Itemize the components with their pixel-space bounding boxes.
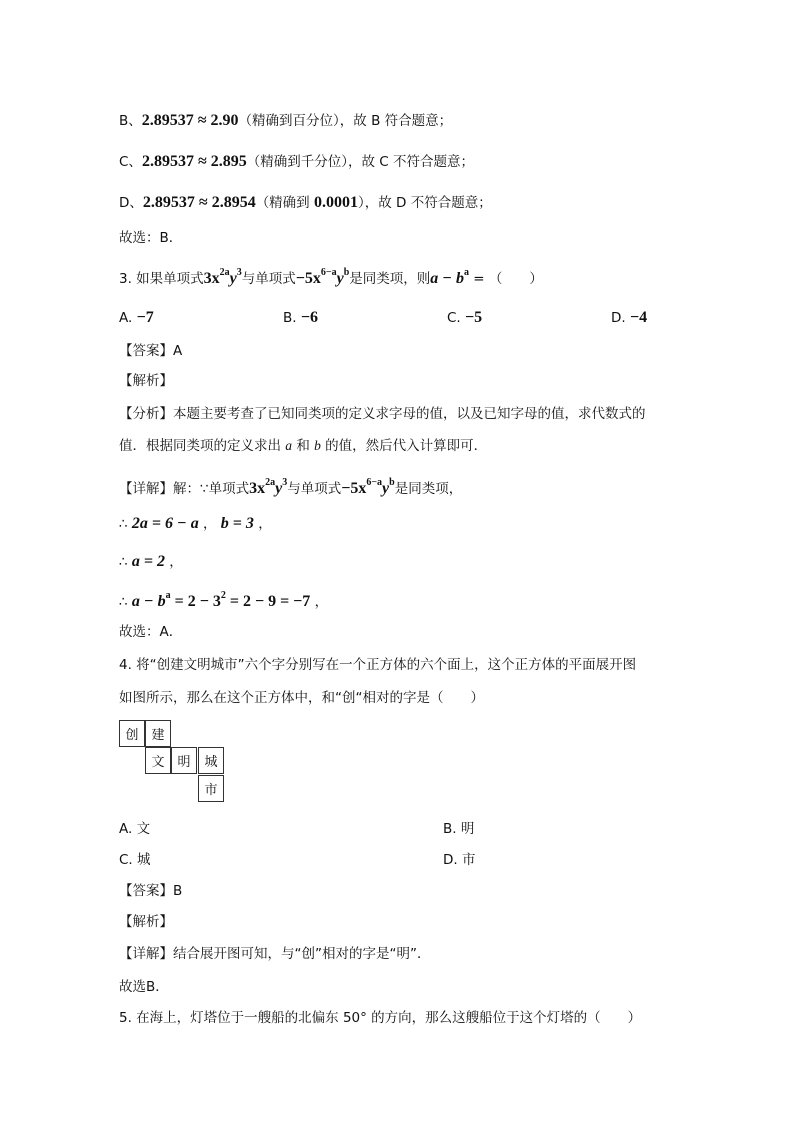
text-run: 是同类项，则 <box>349 271 431 287</box>
answer-option <box>119 819 443 839</box>
text-line <box>119 944 430 964</box>
text-run: （精确到百分位），故 B 符合题意； <box>238 113 453 129</box>
text-run: ， <box>310 594 329 610</box>
text-run: 是同类项， <box>394 481 463 497</box>
math-run: 2 <box>220 590 226 601</box>
text-run: B、 <box>119 113 142 129</box>
text-line <box>119 622 182 642</box>
text-run: ， <box>165 554 183 570</box>
math-run: a <box>463 267 469 278</box>
text-line <box>119 404 646 424</box>
text-line <box>119 436 487 456</box>
text-run: 【详解】结合展开图可知，与“创”相对的字是“明”． <box>119 946 431 962</box>
text-run: 与单项式 <box>287 481 342 497</box>
math-run: 6−a <box>320 267 337 278</box>
math-run: = 2 − 9 = −7 <box>225 593 311 610</box>
text-run: D. <box>611 310 630 326</box>
text-run: B. 明 <box>443 821 475 837</box>
math-run: a <box>165 590 171 601</box>
text-run: 故选：B． <box>119 230 183 246</box>
math-run: 3 <box>282 477 288 488</box>
text-run: ， <box>198 516 221 532</box>
text-run: 【解析】 <box>119 914 173 930</box>
text-run: 如图所示，那么在这个正方体中，和“创“相对的字是（ ） <box>119 690 484 706</box>
math-run: 0.0001 <box>313 194 358 211</box>
math-run: a − b <box>430 270 464 287</box>
answer-option <box>447 308 611 328</box>
text-line <box>119 586 328 612</box>
net-cell: 文 <box>145 747 171 774</box>
text-run: 【答案】B <box>119 883 183 899</box>
options-row <box>119 308 775 328</box>
net-cell: 城 <box>198 747 224 774</box>
math-run: b = 3 <box>220 515 254 532</box>
text-run: 值．根据同类项的定义求出 <box>119 438 286 454</box>
text-line <box>119 552 183 572</box>
text-run: ， <box>253 516 272 532</box>
text-run: = （ ） <box>468 271 543 287</box>
text-run: ∴ <box>119 594 132 610</box>
text-line <box>119 228 182 248</box>
text-line <box>119 912 173 932</box>
math-run: −7 <box>136 309 154 326</box>
math-run: a <box>285 438 293 453</box>
options-row <box>119 850 767 870</box>
text-line <box>119 977 169 997</box>
text-line <box>119 371 173 391</box>
text-run: 故选B． <box>119 979 169 995</box>
text-run: 4. 将“创建文明城市”六个字分别写在一个正方体的六个面上，这个正方体的平面展开图 <box>119 657 637 673</box>
math-run: b <box>389 477 395 488</box>
math-run: −5x <box>295 270 321 287</box>
math-run: 2.89537 ≈ 2.895 <box>141 153 247 170</box>
text-run: 5. 在海上，灯塔位于一艘船的北偏东 50° 的方向，那么这艘船位于这个灯塔的（ ） <box>119 1010 642 1026</box>
text-run: A. <box>119 310 137 326</box>
math-run: 2.89537 ≈ 2.8954 <box>142 194 256 211</box>
text-run: 和 <box>292 438 315 454</box>
text-line <box>119 473 462 499</box>
math-run: −6 <box>300 309 318 326</box>
text-line <box>119 688 484 708</box>
math-run: 6−a <box>366 477 383 488</box>
math-run: a − b <box>131 593 166 610</box>
answer-option <box>283 308 447 328</box>
math-run: 2a <box>265 477 276 488</box>
text-run: A. 文 <box>119 821 151 837</box>
math-run: y <box>382 480 390 497</box>
answer-option <box>443 819 767 839</box>
text-run: （精确到 <box>255 195 314 211</box>
math-run: 3x <box>203 270 220 287</box>
text-run: 【解析】 <box>119 373 173 389</box>
text-run: D、 <box>119 195 143 211</box>
text-line <box>119 152 474 172</box>
text-line <box>119 341 182 361</box>
text-line <box>119 655 636 675</box>
text-line <box>119 1008 641 1028</box>
answer-option <box>443 850 767 870</box>
math-run: 2a <box>219 267 230 278</box>
math-run: y <box>229 270 237 287</box>
math-run: −5 <box>465 309 483 326</box>
text-run: B. <box>283 310 301 326</box>
text-run: C. 城 <box>119 852 151 868</box>
answer-option <box>611 308 775 328</box>
text-run: ∴ <box>119 516 132 532</box>
math-run: b <box>343 267 350 278</box>
text-line <box>119 263 543 289</box>
text-line <box>119 881 182 901</box>
text-run: ∴ <box>119 554 132 570</box>
text-run: 的值，然后代入计算即可． <box>320 438 488 454</box>
math-run: 3 <box>236 267 242 278</box>
answer-option <box>119 850 443 870</box>
text-run: D. 市 <box>443 852 476 868</box>
math-run: −4 <box>629 309 648 326</box>
text-run: 3. 如果单项式 <box>119 271 204 287</box>
text-line <box>119 193 492 213</box>
math-run: 3x <box>249 480 266 497</box>
net-cell: 市 <box>198 775 224 802</box>
text-run: 与单项式 <box>241 271 296 287</box>
math-run: = 2 − 3 <box>170 593 221 610</box>
net-cell: 明 <box>171 747 197 774</box>
math-run: 2.89537 ≈ 2.90 <box>141 112 239 129</box>
math-run: −5x <box>341 480 367 497</box>
math-run: b <box>314 438 321 453</box>
text-run: 故选：A． <box>119 624 183 640</box>
text-line <box>119 514 272 534</box>
text-run: ），故 D 不符合题意； <box>357 195 492 211</box>
answer-option <box>119 308 283 328</box>
text-run: C、 <box>119 154 142 170</box>
cube-net-diagram <box>119 720 229 805</box>
text-run: （精确到千分位），故 C 不符合题意； <box>246 154 474 170</box>
net-cell: 建 <box>145 720 171 747</box>
text-run: 【详解】解：∵单项式 <box>119 481 250 497</box>
text-run: 【答案】A <box>119 343 183 359</box>
text-line <box>119 111 452 131</box>
math-run: y <box>336 270 344 287</box>
math-run: 2a = 6 − a <box>131 515 199 532</box>
text-run: C. <box>447 310 466 326</box>
math-run: a = 2 <box>131 553 166 570</box>
options-row <box>119 819 767 839</box>
math-run: y <box>275 480 283 497</box>
net-cell: 创 <box>119 720 145 747</box>
text-run: 【分析】本题主要考查了已知同类项的定义求字母的值，以及已知字母的值，求代数式的 <box>119 406 646 422</box>
